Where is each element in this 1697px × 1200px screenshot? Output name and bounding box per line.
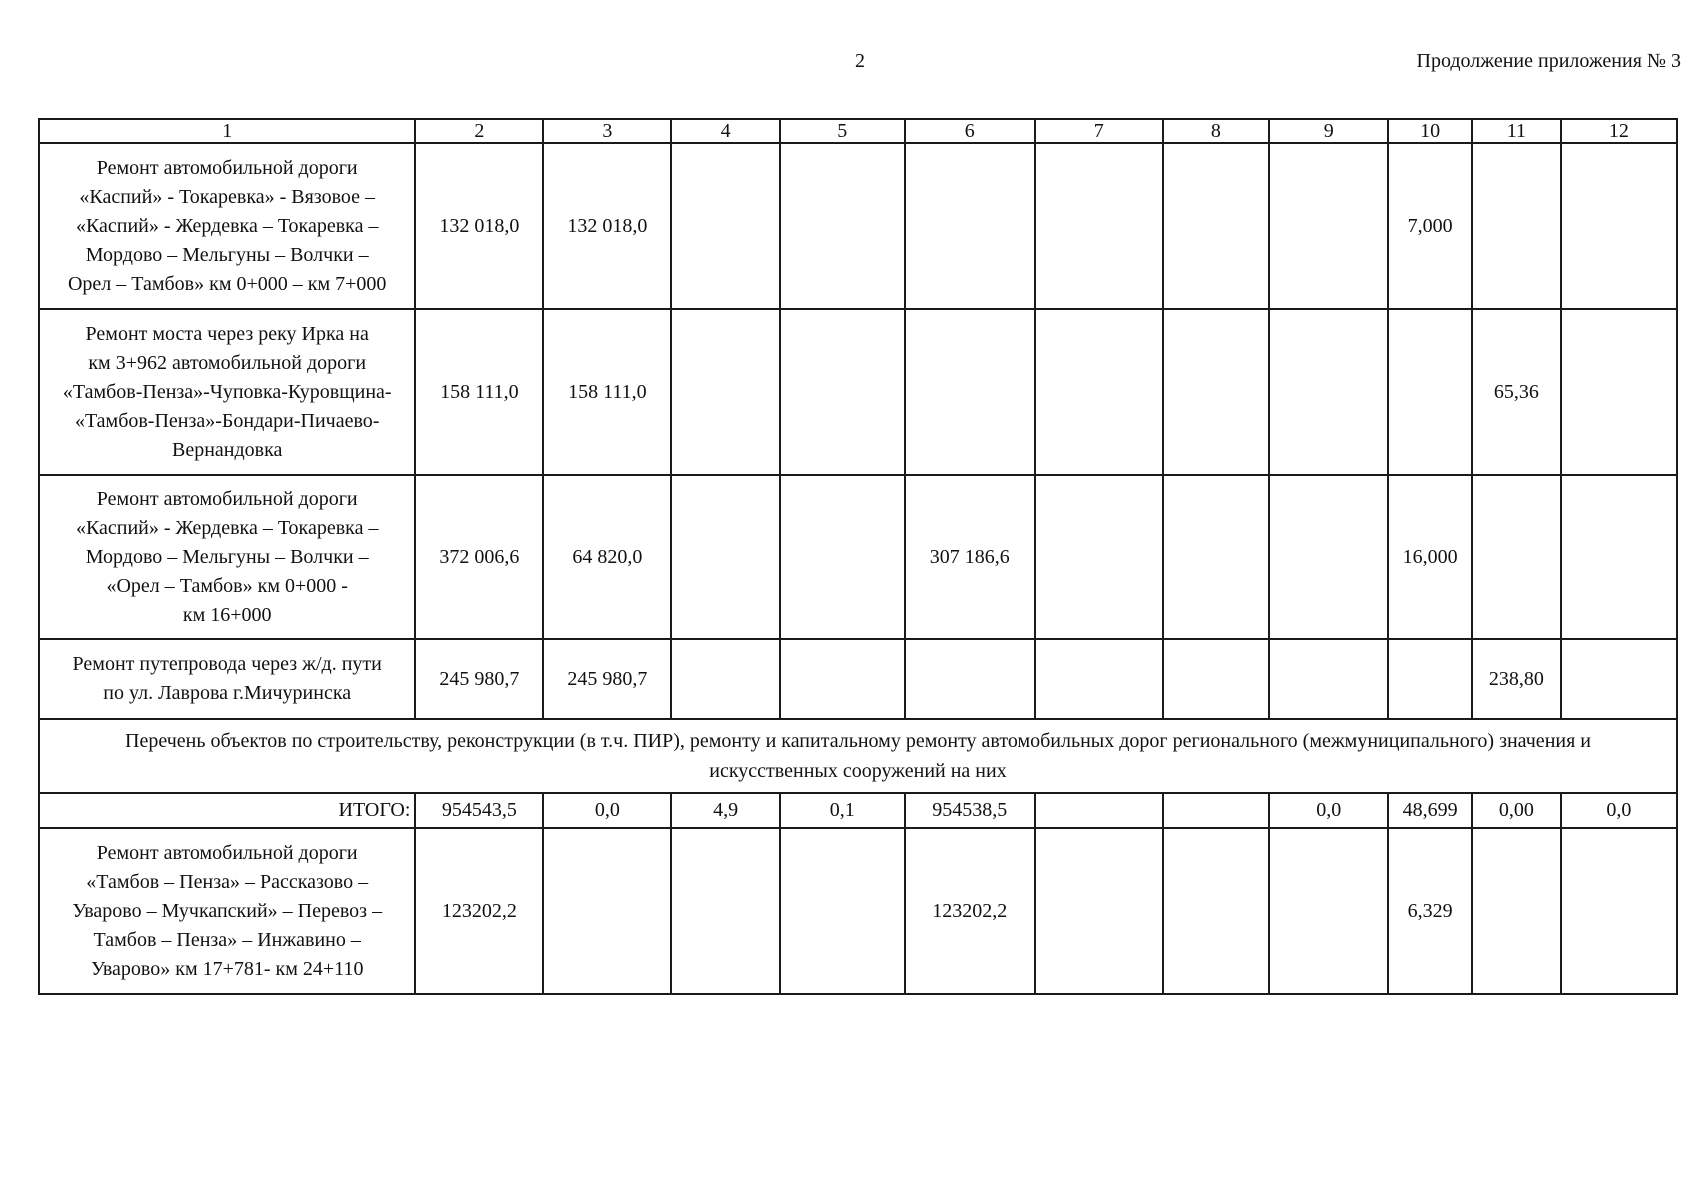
value-cell bbox=[905, 143, 1035, 309]
total-value-cell: 4,9 bbox=[671, 793, 779, 828]
object-name-line: «Каспий» - Токаревка» - Вязовое – bbox=[79, 185, 376, 208]
value-cell: 65,36 bbox=[1472, 309, 1561, 475]
value-cell: 7,000 bbox=[1388, 143, 1472, 309]
column-number-cell: 11 bbox=[1472, 119, 1561, 143]
total-value-cell bbox=[1035, 793, 1163, 828]
value-cell: 132 018,0 bbox=[415, 143, 543, 309]
value-cell bbox=[1561, 639, 1677, 719]
object-name-line: Ремонт путепровода через ж/д. пути bbox=[72, 653, 382, 675]
total-value-cell: 0,00 bbox=[1472, 793, 1561, 828]
object-name-line: Мордово – Мельгуны – Волчки – bbox=[85, 243, 369, 266]
value-cell bbox=[905, 309, 1035, 475]
section-title: Перечень объектов по строительству, реконструкции (в т.ч. ПИР), ремонту и капитальному ремонту автомобильных дорог регионального (межмуниципального) значения и искусственных сооружений на них bbox=[39, 719, 1677, 793]
value-cell bbox=[780, 639, 905, 719]
object-name-line: км 3+962 автомобильной дороги bbox=[88, 351, 367, 374]
object-name-line: км 16+000 bbox=[182, 603, 272, 626]
object-name-cell bbox=[39, 143, 415, 309]
value-cell bbox=[1163, 309, 1269, 475]
value-cell bbox=[1035, 639, 1163, 719]
table-row bbox=[39, 828, 1677, 994]
object-name-cell bbox=[39, 475, 415, 639]
value-cell bbox=[1388, 309, 1472, 475]
column-number-cell: 2 bbox=[415, 119, 543, 143]
column-number-cell: 4 bbox=[671, 119, 779, 143]
value-cell bbox=[1269, 475, 1388, 639]
total-label: ИТОГО: bbox=[39, 793, 415, 828]
total-value-cell: 0,0 bbox=[543, 793, 671, 828]
continuation-note: Продолжение приложения № 3 bbox=[1416, 50, 1681, 72]
column-number-cell: 10 bbox=[1388, 119, 1472, 143]
objects-table bbox=[38, 118, 1678, 995]
page-number: 2 bbox=[855, 50, 865, 72]
value-cell bbox=[1388, 639, 1472, 719]
value-cell bbox=[1163, 475, 1269, 639]
object-name-line: «Тамбов – Пенза» – Рассказово – bbox=[86, 870, 369, 893]
section-row bbox=[39, 719, 1677, 793]
value-cell: 238,80 bbox=[1472, 639, 1561, 719]
column-number-row bbox=[39, 119, 1677, 143]
value-cell: 158 111,0 bbox=[415, 309, 543, 475]
value-cell bbox=[543, 828, 671, 994]
value-cell bbox=[1561, 475, 1677, 639]
value-cell bbox=[671, 475, 779, 639]
table-row bbox=[39, 143, 1677, 309]
value-cell bbox=[1035, 309, 1163, 475]
value-cell bbox=[1163, 639, 1269, 719]
value-cell bbox=[671, 309, 779, 475]
total-value-cell: 48,699 bbox=[1388, 793, 1472, 828]
value-cell bbox=[780, 143, 905, 309]
table-row bbox=[39, 639, 1677, 719]
value-cell: 6,329 bbox=[1388, 828, 1472, 994]
column-number-cell: 8 bbox=[1163, 119, 1269, 143]
object-name-line: Вернандовка bbox=[171, 438, 283, 461]
total-value-cell: 954543,5 bbox=[415, 793, 543, 828]
column-number-cell: 3 bbox=[543, 119, 671, 143]
object-name-line: Ремонт автомобильной дороги bbox=[96, 841, 358, 864]
object-name-line: Мордово – Мельгуны – Волчки – bbox=[85, 545, 369, 568]
value-cell bbox=[1269, 639, 1388, 719]
value-cell bbox=[1269, 309, 1388, 475]
table-row bbox=[39, 475, 1677, 639]
column-number-cell: 12 bbox=[1561, 119, 1677, 143]
object-name-line: «Тамбов-Пенза»-Бондари-Пичаево- bbox=[74, 409, 380, 432]
total-value-cell: 954538,5 bbox=[905, 793, 1035, 828]
value-cell: 123202,2 bbox=[905, 828, 1035, 994]
object-name-line: Тамбов – Пенза» – Инжавино – bbox=[93, 928, 361, 951]
object-name-line: «Тамбов-Пенза»-Чуповка-Куровщина- bbox=[62, 380, 392, 403]
object-name-line: Уварово» км 17+781- км 24+110 bbox=[90, 957, 364, 980]
value-cell: 372 006,6 bbox=[415, 475, 543, 639]
value-cell bbox=[780, 828, 905, 994]
total-value-cell: 0,0 bbox=[1561, 793, 1677, 828]
value-cell bbox=[1561, 143, 1677, 309]
value-cell bbox=[780, 309, 905, 475]
column-number-cell: 1 bbox=[39, 119, 415, 143]
value-cell bbox=[1163, 143, 1269, 309]
value-cell: 132 018,0 bbox=[543, 143, 671, 309]
table-row bbox=[39, 309, 1677, 475]
total-value-cell: 0,1 bbox=[780, 793, 905, 828]
column-number-cell: 6 bbox=[905, 119, 1035, 143]
object-name-line: «Каспий» - Жердевка – Токаревка – bbox=[75, 516, 379, 539]
value-cell bbox=[1561, 828, 1677, 994]
value-cell bbox=[905, 639, 1035, 719]
value-cell: 64 820,0 bbox=[543, 475, 671, 639]
value-cell bbox=[1035, 143, 1163, 309]
value-cell bbox=[671, 143, 779, 309]
value-cell bbox=[780, 475, 905, 639]
value-cell bbox=[671, 828, 779, 994]
object-name-line: по ул. Лаврова г.Мичуринска bbox=[103, 682, 352, 704]
value-cell bbox=[1472, 828, 1561, 994]
object-name-line: «Орел – Тамбов» км 0+000 - bbox=[106, 574, 348, 597]
value-cell bbox=[1561, 309, 1677, 475]
object-name-line: Орел – Тамбов» км 0+000 – км 7+000 bbox=[67, 272, 387, 295]
value-cell: 16,000 bbox=[1388, 475, 1472, 639]
value-cell bbox=[671, 639, 779, 719]
value-cell: 245 980,7 bbox=[415, 639, 543, 719]
value-cell bbox=[1472, 475, 1561, 639]
value-cell: 307 186,6 bbox=[905, 475, 1035, 639]
total-value-cell bbox=[1163, 793, 1269, 828]
column-number-cell: 9 bbox=[1269, 119, 1388, 143]
column-number-cell: 5 bbox=[780, 119, 905, 143]
value-cell bbox=[1035, 828, 1163, 994]
value-cell bbox=[1472, 143, 1561, 309]
value-cell bbox=[1035, 475, 1163, 639]
value-cell bbox=[1269, 143, 1388, 309]
object-name-line: Ремонт автомобильной дороги bbox=[96, 487, 358, 510]
object-name-cell bbox=[39, 309, 415, 475]
object-name-line: Ремонт автомобильной дороги bbox=[96, 156, 358, 179]
column-number-cell: 7 bbox=[1035, 119, 1163, 143]
object-name-cell bbox=[39, 828, 415, 994]
object-name-cell bbox=[39, 639, 415, 719]
object-name-line: Уварово – Мучкапский» – Перевоз – bbox=[72, 899, 383, 922]
object-name-line: Ремонт моста через реку Ирка на bbox=[85, 322, 369, 345]
value-cell: 123202,2 bbox=[415, 828, 543, 994]
total-row bbox=[39, 793, 1677, 828]
value-cell: 245 980,7 bbox=[543, 639, 671, 719]
object-name-line: «Каспий» - Жердевка – Токаревка – bbox=[75, 214, 379, 237]
value-cell bbox=[1269, 828, 1388, 994]
value-cell: 158 111,0 bbox=[543, 309, 671, 475]
value-cell bbox=[1163, 828, 1269, 994]
total-value-cell: 0,0 bbox=[1269, 793, 1388, 828]
